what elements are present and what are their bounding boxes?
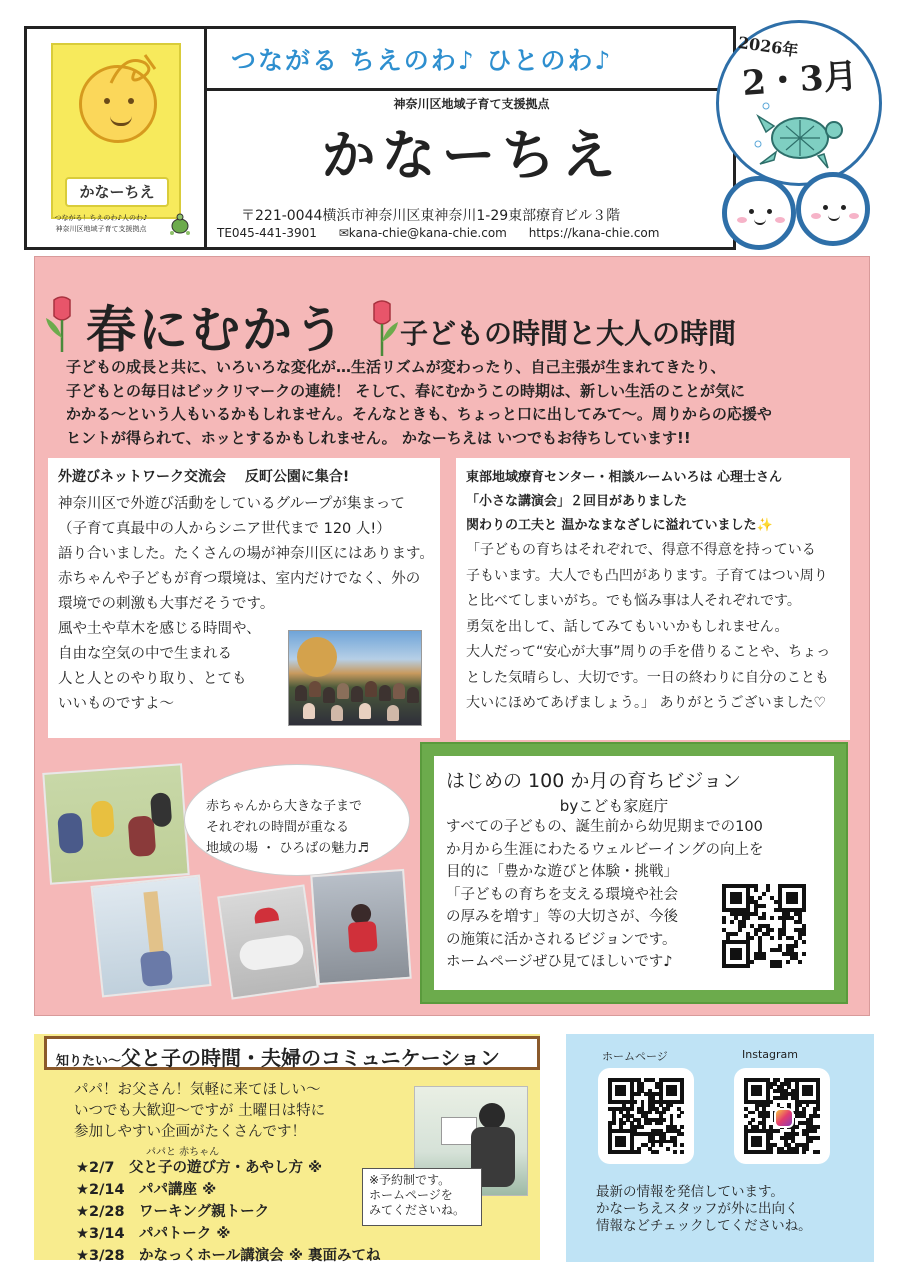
qr-module bbox=[802, 932, 806, 936]
intro-line: 子どもとの毎日はビックリマークの連続！ そして、春にむかうこの時期は、新しい生活のことが気に bbox=[66, 381, 746, 400]
qr-module bbox=[680, 1111, 684, 1115]
vision-line: すべての子どもの、誕生前から幼児期までの100 bbox=[446, 819, 763, 835]
vision-line: 目的に「豊かな遊びと体験・挑戦」 bbox=[446, 864, 678, 880]
qr-module bbox=[762, 956, 766, 960]
qr-module bbox=[794, 944, 798, 948]
card-heading: 関わりの工夫と 温かなまなざしに溢れていました✨ bbox=[466, 518, 773, 533]
card-line: 自由な空気の中で生まれる bbox=[58, 646, 232, 662]
card-heading: 東部地域療育センター・相談ルームいろは 心理士さん bbox=[466, 470, 783, 485]
logo-sub-line: つながる！ちえのわ♪人のわ♪ bbox=[54, 214, 148, 222]
vision-title: はじめの 100 か月の育ちビジョン bbox=[446, 770, 741, 792]
qr-module bbox=[750, 960, 754, 964]
logo-mouth bbox=[110, 116, 132, 126]
qr-module bbox=[762, 916, 766, 920]
qr-module bbox=[673, 1143, 677, 1147]
vision-line: か月から生涯にわたるウェルビーイングの向上を bbox=[446, 841, 764, 858]
playroom-photo bbox=[42, 763, 189, 884]
qr-module bbox=[766, 1114, 770, 1118]
reservation-note bbox=[362, 1168, 482, 1226]
sns-line: かなーちえスタッフが外に出向く bbox=[596, 1201, 799, 1217]
qr-module bbox=[786, 960, 790, 964]
org-subtitle: 神奈川区地域子育て支援拠点 bbox=[393, 97, 550, 111]
homepage-label: ホームページ bbox=[602, 1050, 668, 1063]
card-line: 大人だって“安心が大事”周りの手を借りることや、ちょっ bbox=[466, 644, 831, 660]
newsletter-header bbox=[24, 26, 736, 250]
qr-module bbox=[762, 892, 766, 896]
contact-line bbox=[217, 226, 677, 240]
qr-module bbox=[769, 1100, 773, 1104]
baby-photo bbox=[217, 884, 319, 999]
qr-module bbox=[758, 896, 762, 900]
address: 〒221-0044横浜市神奈川区東神奈川1-29東部療育ビル３階 bbox=[241, 208, 621, 224]
logo-subtitle bbox=[33, 213, 169, 235]
vision-line: 「子どもの育ちを支える環境や社会 bbox=[446, 886, 678, 903]
qr-module bbox=[806, 1103, 810, 1107]
sns-line: 情報などチェックしてくださいね。 bbox=[596, 1218, 812, 1234]
card-line: 勇気を出して、話してみてもいいかもしれません。 bbox=[466, 618, 789, 635]
vision-line: ホームページぜひ見てほしいです♪ bbox=[446, 954, 673, 970]
intro-line: 子どもの成長と共に、いろいろな変化が…生活リズムが変わったり、自己主張が生まれてきたり、 bbox=[66, 358, 726, 376]
qr-module bbox=[651, 1143, 655, 1147]
qr-module bbox=[816, 1107, 820, 1111]
ruby-annotation: パパと 赤ちゃん bbox=[146, 1147, 220, 1158]
event-item: ★3/28 かなっくホール講演会 ※ 裏面みてね bbox=[76, 1248, 381, 1264]
logo-name: かなーちえ bbox=[65, 177, 169, 207]
instagram-qr-card bbox=[734, 1068, 830, 1164]
qr-module bbox=[770, 928, 774, 932]
homepage-qr-card bbox=[598, 1068, 694, 1164]
qr-module bbox=[662, 1118, 666, 1122]
qr-module bbox=[659, 1121, 663, 1125]
qr-module bbox=[662, 1111, 666, 1115]
tagline: つながる ちえのわ♪ ひとのわ♪ bbox=[231, 46, 613, 75]
tagline-bar bbox=[207, 29, 736, 91]
email-link[interactable]: ✉kana-chie@kana-chie.com bbox=[338, 226, 507, 240]
qr-module bbox=[802, 952, 806, 956]
vision-line: の厚みを増す」等の大切さが、今後 bbox=[446, 909, 678, 925]
instagram-label: Instagram bbox=[742, 1048, 798, 1061]
event-item: ★2/28 ワーキング親トーク bbox=[76, 1204, 270, 1220]
qr-module bbox=[730, 920, 734, 924]
qr-module bbox=[673, 1150, 677, 1154]
tulip-icon bbox=[362, 298, 402, 358]
qr-module bbox=[637, 1150, 641, 1154]
qr-module bbox=[738, 900, 742, 904]
qr-module bbox=[680, 1132, 684, 1136]
qr-module bbox=[666, 1107, 670, 1111]
qr-module bbox=[680, 1143, 684, 1147]
logo-box bbox=[27, 29, 207, 247]
card-heading: 外遊びネットワーク交流会 反町公園に集合! bbox=[58, 469, 350, 485]
qr-module bbox=[762, 904, 766, 908]
event-item: ★2/7 父と子の遊び方・あやし方 ※ bbox=[76, 1160, 323, 1176]
card-line: 環境での刺激も大事だそうです。 bbox=[58, 596, 275, 612]
logo-sub-line: 神奈川区地域子育て支援拠点 bbox=[55, 225, 147, 233]
card-line: 子もいます。大人でも凸凹があります。子育てはつい周り bbox=[466, 567, 828, 584]
sns-text bbox=[596, 1184, 812, 1235]
bubble-face-icon bbox=[796, 172, 870, 246]
qr-module bbox=[795, 1150, 799, 1154]
card-line: （子育て真最中の人からシニア世代まで 120 人!） bbox=[58, 521, 391, 537]
qr-module bbox=[809, 1140, 813, 1144]
qr-module bbox=[795, 1132, 799, 1136]
intro-line: かかる～という人もいるかもしれません。そんなときも、ちょっと口に出してみて～。周りからの応援や bbox=[66, 405, 772, 423]
reserve-line: みてくださいね。 bbox=[369, 1203, 466, 1217]
qr-module bbox=[816, 1125, 820, 1129]
qr-module bbox=[770, 936, 774, 940]
logo bbox=[51, 43, 181, 219]
qr-module bbox=[622, 1092, 626, 1096]
logo-eye bbox=[128, 98, 134, 104]
qr-module bbox=[794, 900, 798, 904]
swirl-icon bbox=[105, 53, 159, 93]
qr-module bbox=[641, 1125, 645, 1129]
reserve-line: ホームページを bbox=[369, 1188, 453, 1202]
card-line: とした気晴らし、大切です。一日の終わりに自分のことも bbox=[466, 669, 829, 686]
qr-module bbox=[633, 1100, 637, 1104]
qr-module bbox=[751, 1118, 755, 1122]
qr-module bbox=[680, 1100, 684, 1104]
qr-module bbox=[738, 928, 742, 932]
qr-module bbox=[680, 1125, 684, 1129]
spring-title: 春にむかう bbox=[86, 301, 346, 359]
qr-code-icon[interactable] bbox=[722, 884, 806, 968]
qr-module bbox=[766, 1103, 770, 1107]
instagram-icon bbox=[774, 1108, 794, 1128]
dad-title-prefix: 知りたい～ bbox=[56, 1054, 122, 1069]
dad-intro-line: 参加しやすい企画がたくさんです！ bbox=[74, 1124, 306, 1140]
event-item: ★2/14 パパ講座 ※ bbox=[76, 1182, 217, 1198]
qr-module bbox=[630, 1107, 634, 1111]
caption-line: 赤ちゃんから大きな子まで bbox=[206, 799, 363, 814]
vision-line: の施策に活かされるビジョンです。 bbox=[446, 931, 677, 948]
dad-intro-line: いつでも大歓迎～ですが 土曜日は特に bbox=[74, 1103, 326, 1119]
website-link[interactable]: https://kana-chie.com bbox=[528, 226, 660, 240]
qr-module bbox=[816, 1136, 820, 1140]
card-line: いいものですよ～ bbox=[58, 696, 174, 712]
dad-intro-line: パパ！お父さん！気軽に来てほしい～ bbox=[74, 1082, 321, 1098]
qr-module bbox=[769, 1136, 773, 1140]
card-line: と比べてしまいがち。でも悩み事は人それぞれです。 bbox=[466, 593, 801, 609]
qr-module bbox=[751, 1111, 755, 1115]
qr-module bbox=[758, 1092, 762, 1096]
qr-module bbox=[612, 1121, 616, 1125]
qr-module bbox=[802, 908, 806, 912]
qr-module bbox=[738, 956, 742, 960]
plaza-caption bbox=[206, 796, 369, 859]
issue-year: 2026年 bbox=[736, 32, 800, 61]
qr-module bbox=[816, 1114, 820, 1118]
sns-line: 最新の情報を発信しています。 bbox=[596, 1184, 784, 1200]
qr-module bbox=[677, 1114, 681, 1118]
qr-module bbox=[734, 932, 738, 936]
intro-line: ヒントが得られて、ホッとするかもしれません。 かなーちえは いつでもお待ちしています!! bbox=[66, 428, 691, 447]
card-line: 赤ちゃんや子どもが育つ環境は、室内だけでなく、外の bbox=[58, 571, 421, 587]
spring-intro bbox=[66, 356, 836, 450]
card-heading: 「小さな講演会」２回目がありました bbox=[466, 494, 688, 509]
qr-module bbox=[777, 1129, 781, 1133]
card-line: 語り合いました。たくさんの場が神奈川区にはあります。 bbox=[58, 546, 434, 562]
block-tower-photo bbox=[90, 875, 211, 998]
qr-module bbox=[769, 1150, 773, 1154]
qr-module bbox=[746, 916, 750, 920]
card-line: 神奈川区で外遊び活動をしているグループが集まって bbox=[58, 496, 405, 512]
sea-turtle-icon bbox=[752, 100, 848, 172]
reserve-line: ※予約制です。 bbox=[369, 1173, 451, 1187]
qr-module bbox=[622, 1143, 626, 1147]
dad-intro bbox=[74, 1080, 325, 1143]
issue-month: 2・3月 bbox=[740, 56, 859, 104]
card-line: 風や土や草木を感じる時間や、 bbox=[58, 621, 261, 637]
org-name: かなーちえ bbox=[321, 124, 622, 187]
bubble-face-icon bbox=[722, 176, 796, 250]
vision-by: byこども家庭庁 bbox=[559, 797, 669, 815]
turtle-mini-icon bbox=[167, 213, 193, 237]
qr-module bbox=[750, 936, 754, 940]
qr-module bbox=[778, 936, 782, 940]
qr-module bbox=[816, 1150, 820, 1154]
spring-subtitle: 子どもの時間と大人の時間 bbox=[400, 317, 737, 350]
qr-module bbox=[784, 1096, 788, 1100]
qr-module bbox=[806, 1147, 810, 1151]
event-item: ★3/14 パパトーク ※ bbox=[76, 1226, 231, 1242]
qr-module bbox=[673, 1092, 677, 1096]
qr-module bbox=[802, 940, 806, 944]
qr-module bbox=[637, 1092, 641, 1096]
qr-module bbox=[809, 1092, 813, 1096]
dad-title bbox=[56, 1042, 500, 1071]
qr-module bbox=[746, 964, 750, 968]
qr-module bbox=[680, 1150, 684, 1154]
dad-title-main: 父と子の時間・夫婦のコミュニケーション bbox=[121, 1046, 500, 1070]
toddler-photo bbox=[310, 869, 411, 985]
qr-module bbox=[758, 1143, 762, 1147]
card-line: 「子どもの育ちはそれぞれで、得意不得意を持っている bbox=[466, 542, 816, 558]
qr-module bbox=[778, 964, 782, 968]
qr-module bbox=[798, 960, 802, 964]
caption-line: 地域の場 ・ ひろばの魅力♬ bbox=[206, 841, 369, 856]
qr-module bbox=[648, 1111, 652, 1115]
qr-module bbox=[655, 1150, 659, 1154]
qr-module bbox=[742, 924, 746, 928]
qr-module bbox=[802, 1150, 806, 1154]
qr-module bbox=[754, 888, 758, 892]
caption-line: それぞれの時間が重なる bbox=[206, 820, 350, 835]
card-line: 人と人とのやり取り、とても bbox=[58, 671, 247, 687]
tel: TE045-441-3901 bbox=[217, 226, 317, 240]
qr-module bbox=[666, 1147, 670, 1151]
card-line: 大いにほめてあげましょう。」 ありがとうございました♡ bbox=[466, 695, 826, 711]
lecture-report-card bbox=[456, 458, 850, 740]
logo-eye bbox=[104, 98, 110, 104]
qr-module bbox=[648, 1121, 652, 1125]
qr-module bbox=[770, 916, 774, 920]
qr-code-icon[interactable] bbox=[608, 1078, 684, 1154]
group-photo bbox=[288, 630, 422, 726]
qr-module bbox=[813, 1129, 817, 1133]
qr-module bbox=[795, 1125, 799, 1129]
qr-module bbox=[659, 1143, 663, 1147]
qr-module bbox=[744, 1114, 748, 1118]
qr-module bbox=[670, 1103, 674, 1107]
qr-module bbox=[766, 888, 770, 892]
qr-module bbox=[722, 920, 726, 924]
qr-module bbox=[622, 1121, 626, 1125]
tulip-icon bbox=[42, 294, 82, 354]
